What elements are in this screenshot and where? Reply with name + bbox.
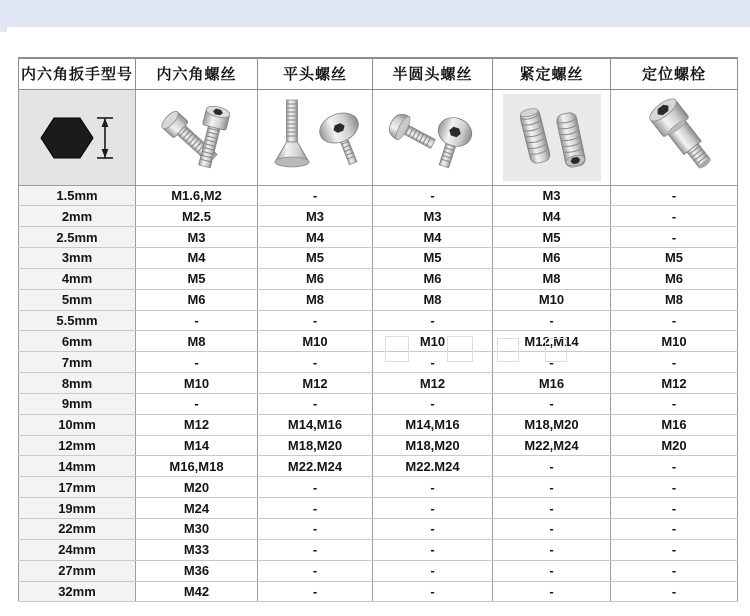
screw-size-cell: - <box>258 519 373 540</box>
screw-size-cell: M12,M14 <box>493 331 611 352</box>
header-wrench-size: 内六角扳手型号 <box>19 58 136 89</box>
photo-row <box>19 89 738 185</box>
table-body <box>19 89 738 602</box>
screw-size-cell: - <box>493 352 611 373</box>
header-shoulder-bolt: 定位螺栓 <box>611 58 738 89</box>
screw-size-cell: M5 <box>611 248 738 269</box>
screw-size-cell: M12 <box>258 373 373 394</box>
screw-size-cell: - <box>373 477 493 498</box>
screw-size-cell: - <box>611 539 738 560</box>
screw-size-cell: M36 <box>136 560 258 581</box>
table-row <box>19 581 738 602</box>
screw-size-cell: - <box>611 456 738 477</box>
screw-size-cell: - <box>373 352 493 373</box>
shoulder-bolt-icon <box>611 90 738 185</box>
screw-size-cell: M5 <box>136 268 258 289</box>
screw-size-cell: - <box>493 560 611 581</box>
header-button-head-screw: 半圆头螺丝 <box>373 58 493 89</box>
wrench-size-cell: 19mm <box>19 498 136 519</box>
wrench-size-cell: 1.5mm <box>19 185 136 206</box>
screw-size-cell: M10 <box>258 331 373 352</box>
screw-size-cell: - <box>611 519 738 540</box>
screw-size-cell: - <box>258 185 373 206</box>
flat-head-screws-photo <box>258 89 373 185</box>
screw-size-cell: - <box>258 539 373 560</box>
screw-size-cell: M33 <box>136 539 258 560</box>
screw-size-cell: M6 <box>611 268 738 289</box>
screw-size-cell: - <box>258 560 373 581</box>
wrench-size-cell: 9mm <box>19 393 136 414</box>
screw-size-cell: M10 <box>136 373 258 394</box>
table-row <box>19 331 738 352</box>
screw-size-cell: M18,M20 <box>373 435 493 456</box>
button-head-screws-photo <box>373 89 493 185</box>
wrench-size-cell: 5.5mm <box>19 310 136 331</box>
header-set-screw: 紧定螺丝 <box>493 58 611 89</box>
screw-size-cell: M4 <box>136 248 258 269</box>
top-band-corner <box>0 27 7 32</box>
table-row <box>19 310 738 331</box>
socket-head-cap-screws-photo <box>136 89 258 185</box>
wrench-size-cell: 14mm <box>19 456 136 477</box>
screw-size-cell: - <box>611 185 738 206</box>
screw-size-cell: M8 <box>611 289 738 310</box>
screw-size-cell: - <box>258 310 373 331</box>
screw-size-cell: - <box>373 185 493 206</box>
wrench-size-cell: 3mm <box>19 248 136 269</box>
screw-size-cell: - <box>258 477 373 498</box>
screw-size-cell: - <box>373 393 493 414</box>
screw-size-cell: M14 <box>136 435 258 456</box>
screw-size-cell: - <box>611 581 738 602</box>
screw-size-cell: M5 <box>373 248 493 269</box>
screw-size-cell: - <box>611 560 738 581</box>
screw-size-cell: M14,M16 <box>373 414 493 435</box>
screw-size-cell: M14,M16 <box>258 414 373 435</box>
screw-size-cell: M6 <box>493 248 611 269</box>
table-row <box>19 539 738 560</box>
screw-size-cell: M22.M24 <box>373 456 493 477</box>
screw-size-cell: - <box>611 393 738 414</box>
screw-size-cell: - <box>611 352 738 373</box>
screw-size-cell: - <box>611 206 738 227</box>
socket-head-screws-icon <box>136 90 258 185</box>
table-row <box>19 268 738 289</box>
screw-size-cell: - <box>373 581 493 602</box>
screw-size-cell: M6 <box>373 268 493 289</box>
wrench-size-cell: 24mm <box>19 539 136 560</box>
screw-size-cell: - <box>258 581 373 602</box>
screw-size-cell: M3 <box>373 206 493 227</box>
screw-size-cell: M6 <box>136 289 258 310</box>
screw-size-cell: - <box>258 352 373 373</box>
screw-size-cell: M6 <box>258 268 373 289</box>
screw-size-cell: - <box>611 227 738 248</box>
screw-size-cell: M20 <box>611 435 738 456</box>
screw-size-cell: M12 <box>611 373 738 394</box>
screw-size-table <box>18 57 738 602</box>
wrench-size-cell: 6mm <box>19 331 136 352</box>
table-row <box>19 414 738 435</box>
screw-size-cell: M42 <box>136 581 258 602</box>
screw-size-cell: M16,M18 <box>136 456 258 477</box>
screw-size-cell: - <box>136 393 258 414</box>
screw-size-cell: - <box>373 519 493 540</box>
table-row <box>19 352 738 373</box>
wrench-size-cell: 22mm <box>19 519 136 540</box>
screw-size-cell: M8 <box>258 289 373 310</box>
header-flat-head-screw: 平头螺丝 <box>258 58 373 89</box>
set-screws-icon <box>493 90 611 185</box>
screw-size-cell: M10 <box>373 331 493 352</box>
screw-size-cell: M1.6,M2 <box>136 185 258 206</box>
screw-size-cell: - <box>136 310 258 331</box>
table-row <box>19 248 738 269</box>
screw-size-cell: M18,M20 <box>258 435 373 456</box>
screw-size-cell: - <box>493 477 611 498</box>
table-row <box>19 456 738 477</box>
screw-size-cell: M8 <box>493 268 611 289</box>
wrench-size-cell: 2mm <box>19 206 136 227</box>
screw-size-cell: - <box>493 539 611 560</box>
table-row <box>19 393 738 414</box>
hex-size-diagram <box>19 89 136 185</box>
wrench-size-cell: 12mm <box>19 435 136 456</box>
table-row <box>19 289 738 310</box>
screw-size-cell: - <box>373 560 493 581</box>
wrench-size-cell: 10mm <box>19 414 136 435</box>
screw-size-cell: M12 <box>136 414 258 435</box>
screw-size-cell: - <box>493 498 611 519</box>
screw-size-cell: M4 <box>493 206 611 227</box>
wrench-size-cell: 8mm <box>19 373 136 394</box>
screw-size-cell: M20 <box>136 477 258 498</box>
screw-size-cell: M30 <box>136 519 258 540</box>
screw-size-cell: M3 <box>136 227 258 248</box>
flat-head-screws-icon <box>258 90 373 185</box>
screw-size-cell: M5 <box>258 248 373 269</box>
table-row <box>19 435 738 456</box>
wrench-size-cell: 27mm <box>19 560 136 581</box>
table-row <box>19 227 738 248</box>
table-row <box>19 477 738 498</box>
screw-size-cell: M24 <box>136 498 258 519</box>
screw-size-cell: - <box>493 310 611 331</box>
screw-size-cell: - <box>373 539 493 560</box>
table-row <box>19 373 738 394</box>
screw-size-cell: M18,M20 <box>493 414 611 435</box>
table-row <box>19 519 738 540</box>
table-row <box>19 185 738 206</box>
screw-size-cell: - <box>373 310 493 331</box>
screw-size-cell: M8 <box>373 289 493 310</box>
screw-size-cell: M8 <box>136 331 258 352</box>
screw-size-cell: M5 <box>493 227 611 248</box>
screw-size-cell: M10 <box>611 331 738 352</box>
screw-size-cell: M4 <box>258 227 373 248</box>
top-background-band <box>0 0 750 27</box>
screw-size-cell: - <box>493 581 611 602</box>
screw-size-cell: - <box>493 456 611 477</box>
set-screws-photo <box>493 89 611 185</box>
shoulder-bolt-photo <box>611 89 738 185</box>
screw-size-cell: M10 <box>493 289 611 310</box>
screw-size-cell: - <box>493 393 611 414</box>
table-row <box>19 560 738 581</box>
screw-size-cell: M22,M24 <box>493 435 611 456</box>
screw-size-cell: - <box>611 477 738 498</box>
screw-size-cell: - <box>258 498 373 519</box>
screw-size-cell: M12 <box>373 373 493 394</box>
wrench-size-cell: 17mm <box>19 477 136 498</box>
button-head-screws-icon <box>373 90 493 185</box>
screw-size-cell: M3 <box>258 206 373 227</box>
screw-size-cell: - <box>611 498 738 519</box>
wrench-size-cell: 4mm <box>19 268 136 289</box>
screw-size-cell: M22.M24 <box>258 456 373 477</box>
screw-size-cell: M4 <box>373 227 493 248</box>
screw-size-cell: - <box>493 519 611 540</box>
screw-size-cell: M2.5 <box>136 206 258 227</box>
screw-size-cell: M3 <box>493 185 611 206</box>
screw-size-cell: - <box>258 393 373 414</box>
header-socket-head-screw: 内六角螺丝 <box>136 58 258 89</box>
table-header-row <box>19 58 738 89</box>
wrench-size-cell: 32mm <box>19 581 136 602</box>
screw-size-cell: - <box>136 352 258 373</box>
screw-size-cell: M16 <box>611 414 738 435</box>
wrench-size-cell: 2.5mm <box>19 227 136 248</box>
wrench-size-cell: 5mm <box>19 289 136 310</box>
table-row <box>19 498 738 519</box>
screw-size-cell: - <box>611 310 738 331</box>
wrench-size-cell: 7mm <box>19 352 136 373</box>
table-row <box>19 206 738 227</box>
screw-size-cell: M16 <box>493 373 611 394</box>
hex-across-flats-icon <box>19 90 136 185</box>
screw-size-cell: - <box>373 498 493 519</box>
